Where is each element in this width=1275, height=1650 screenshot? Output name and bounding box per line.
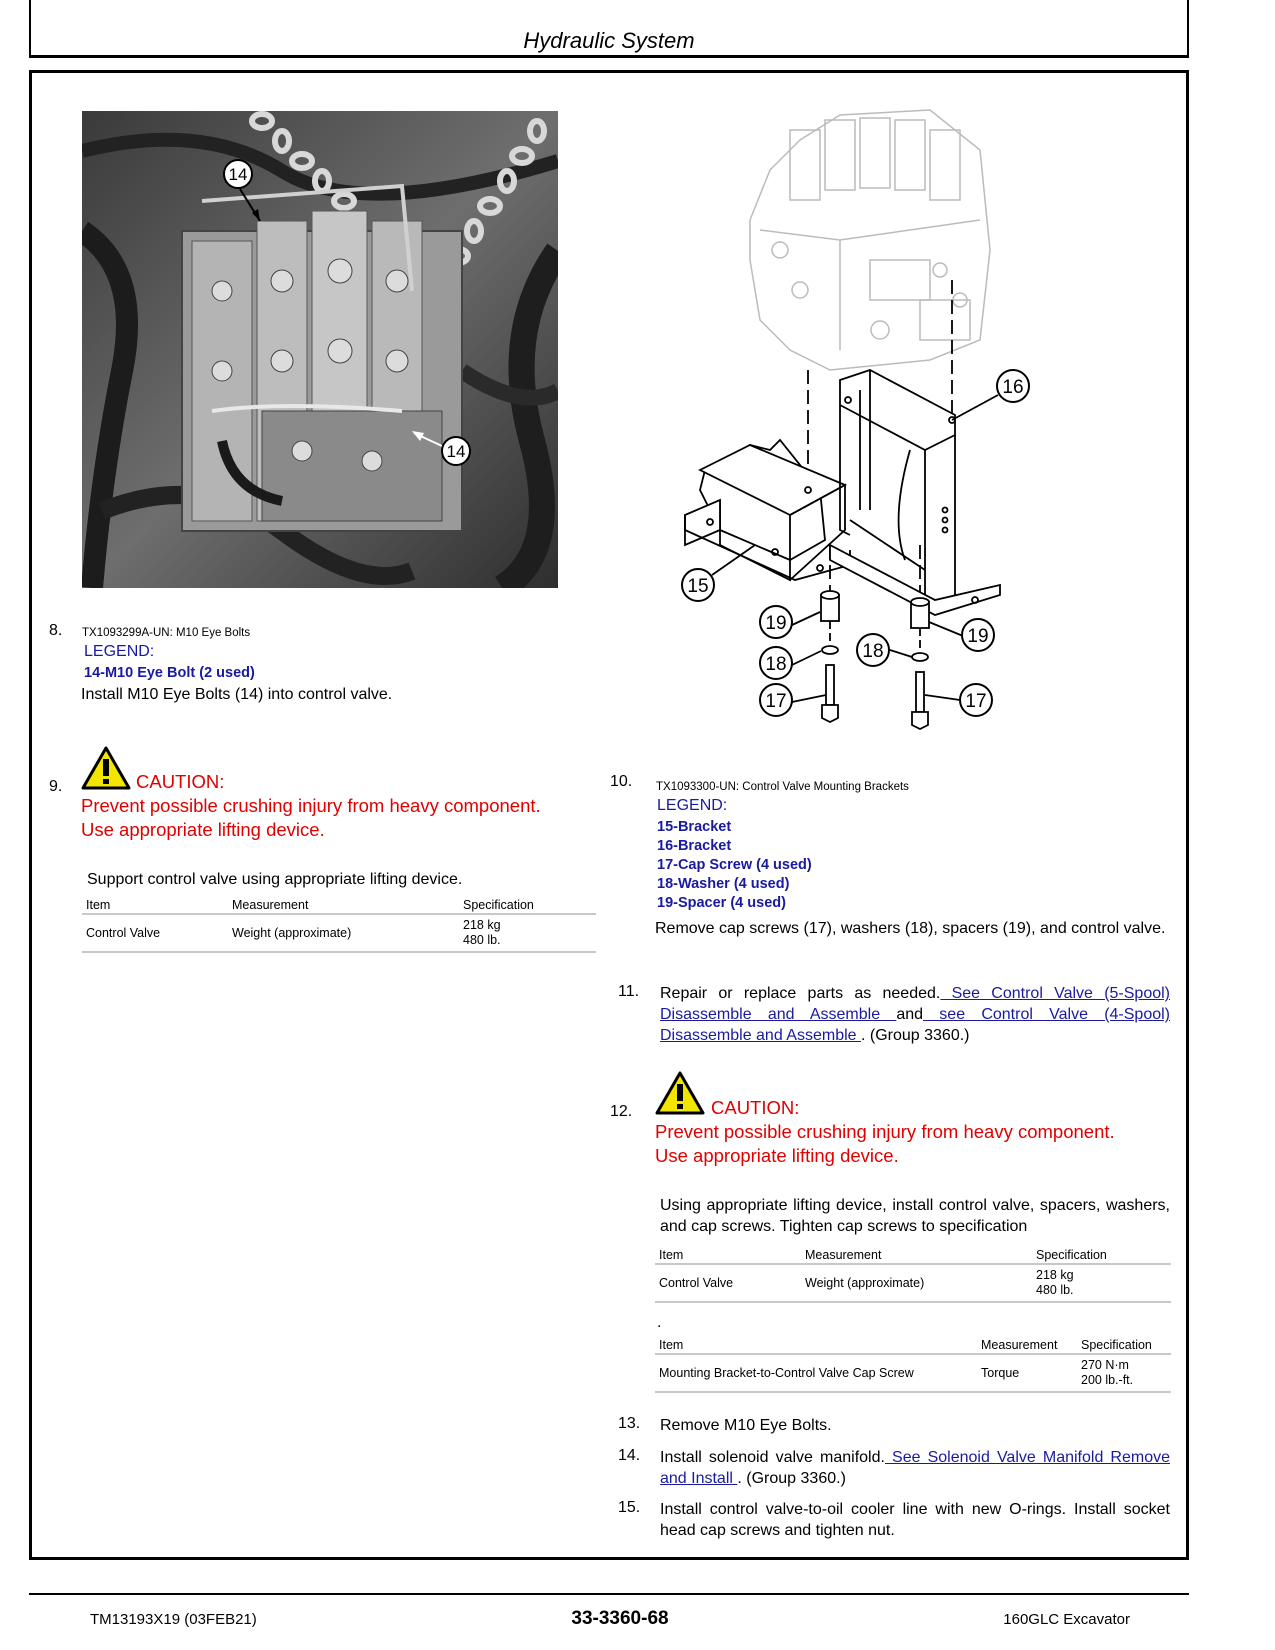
step-11-text-part2: and xyxy=(896,1006,924,1023)
table-header-specification: Specification xyxy=(459,896,596,914)
step-10-legend-item-1: 15-Bracket xyxy=(657,819,732,835)
footer-page-number: 33-3360-68 xyxy=(571,1608,669,1629)
step-12-number: 12. xyxy=(610,1103,633,1120)
table-header-specification: Specification xyxy=(1032,1246,1171,1264)
link-solenoid-valve-manifold[interactable]: See Solenoid Valve Manifold Remove and Install xyxy=(660,1449,1170,1487)
step-10-legend-item-2: 16-Bracket xyxy=(657,838,732,854)
callout-19-right-label: 19 xyxy=(967,626,989,647)
table-cell-specification xyxy=(459,914,596,952)
step-9-warning-icon xyxy=(80,745,132,791)
step-8-legend-item: 14-M10 Eye Bolt (2 used) xyxy=(84,665,255,681)
footer-rule xyxy=(29,1593,1189,1595)
callout-17-right-label: 17 xyxy=(965,691,987,712)
table-header-item: Item xyxy=(655,1336,977,1354)
step-15-number: 15. xyxy=(618,1499,641,1516)
table-cell-item: Control Valve xyxy=(655,1264,801,1302)
step-8-number: 8. xyxy=(49,622,63,639)
step-14-number: 14. xyxy=(618,1447,641,1464)
callout-18-right-label: 18 xyxy=(862,641,884,662)
callout-14-top-label: 14 xyxy=(228,165,248,184)
step-8-text: Install M10 Eye Bolts (14) into control valve. xyxy=(81,686,393,703)
step-8-caption: TX1093299A-UN: M10 Eye Bolts xyxy=(82,627,251,639)
eye-bolts-photo xyxy=(82,111,558,588)
table-row xyxy=(655,1264,1171,1302)
link-control-valve-4-spool[interactable]: see Control Valve (4-Spool) Disassemble and Assemble xyxy=(660,1006,1171,1044)
step-12-caution-line1: Prevent possible crushing injury from heavy component. xyxy=(655,1121,1115,1142)
table-header-item: Item xyxy=(655,1246,801,1264)
step-15-text: Install control valve-to-oil cooler line with new O-rings. Install socket head cap screws and tighten nut. xyxy=(660,1501,1170,1539)
table-row xyxy=(82,914,596,952)
mounting-brackets-drawing xyxy=(680,90,1080,750)
table-header-item: Item xyxy=(82,896,228,914)
step-9-spec-table xyxy=(82,896,596,953)
step-9-caution-line2: Use appropriate lifting device. xyxy=(81,819,325,840)
step-10-legend-item-5: 19-Spacer (4 used) xyxy=(657,895,786,911)
step-10-legend-item-4: 18-Washer (4 used) xyxy=(657,876,790,892)
step-9-number: 9. xyxy=(49,778,63,795)
table-cell-item: Mounting Bracket-to-Control Valve Cap Screw xyxy=(655,1354,977,1392)
footer-machine-model: 160GLC Excavator xyxy=(1003,1611,1130,1628)
spec-metric: 218 kg xyxy=(1036,1268,1074,1282)
step-11-text-part1: Repair or replace parts as needed. xyxy=(660,985,941,1002)
spec-metric: 270 N·m xyxy=(1081,1358,1129,1372)
spec-imperial: 200 lb.-ft. xyxy=(1081,1373,1134,1387)
step-12-caution-line2: Use appropriate lifting device. xyxy=(655,1145,899,1166)
spec-imperial: 480 lb. xyxy=(463,933,501,947)
step-12-text: Using appropriate lifting device, install control valve, spacers, washers, and cap screws. Tighten cap screws to specification xyxy=(660,1197,1170,1235)
callout-16-label: 16 xyxy=(1002,377,1024,398)
step-10-legend-item-3: 17-Cap Screw (4 used) xyxy=(657,857,812,873)
step-14-text-part1: Install solenoid valve manifold. xyxy=(660,1449,885,1466)
step-12-spec-table-torque xyxy=(655,1336,1171,1393)
step-11-text xyxy=(660,983,1170,1046)
table-cell-item: Control Valve xyxy=(82,914,228,952)
table-cell-specification xyxy=(1077,1354,1171,1392)
step-11-number: 11. xyxy=(618,983,640,1000)
table-header-measurement: Measurement xyxy=(977,1336,1077,1354)
mounting-brackets-diagram xyxy=(680,90,1080,750)
step-9-caution-label: CAUTION: xyxy=(136,771,225,792)
callout-14-bottom-label: 14 xyxy=(446,442,466,461)
eye-bolts-photo-drawing xyxy=(82,111,558,588)
step-12-spec-table-weight xyxy=(655,1246,1171,1303)
step-10-number: 10. xyxy=(610,773,633,790)
callout-17-left-label: 17 xyxy=(765,691,787,712)
callout-19-left-label: 19 xyxy=(765,613,787,634)
step-11-text-part3: . (Group 3360.) xyxy=(860,1027,970,1044)
step-8-legend-title: LEGEND: xyxy=(84,643,155,660)
table-header-specification: Specification xyxy=(1077,1336,1171,1354)
step-12-warning-icon xyxy=(654,1070,706,1116)
spec-metric: 218 kg xyxy=(463,918,501,932)
table-cell-measurement: Weight (approximate) xyxy=(801,1264,1032,1302)
step-9-caution-line1: Prevent possible crushing injury from heavy component. xyxy=(81,795,541,816)
step-12-caution-label: CAUTION: xyxy=(711,1097,800,1118)
step-10-text: Remove cap screws (17), washers (18), spacers (19), and control valve. xyxy=(655,920,1166,937)
footer-doc-id: TM13193X19 (03FEB21) xyxy=(90,1611,257,1628)
step-9-text: Support control valve using appropriate lifting device. xyxy=(87,871,463,888)
table-header-measurement: Measurement xyxy=(228,896,459,914)
table-cell-measurement: Torque xyxy=(977,1354,1077,1392)
callout-18-left-label: 18 xyxy=(765,654,787,675)
callout-15-label: 15 xyxy=(687,576,709,597)
table-cell-specification xyxy=(1032,1264,1171,1302)
step-10-legend-title: LEGEND: xyxy=(657,797,728,814)
table-row xyxy=(655,1354,1171,1392)
step-13-text: Remove M10 Eye Bolts. xyxy=(660,1417,832,1434)
page-title: Hydraulic System xyxy=(523,28,695,53)
step-13-number: 13. xyxy=(618,1415,641,1432)
step-14-text xyxy=(660,1447,1170,1489)
link-control-valve-5-spool[interactable]: See Control Valve (5-Spool) Disassemble and Assemble xyxy=(660,985,1170,1023)
step-10-caption: TX1093300-UN: Control Valve Mounting Brackets xyxy=(656,781,909,793)
table-cell-measurement: Weight (approximate) xyxy=(228,914,459,952)
step-14-text-part2: . (Group 3360.) xyxy=(737,1470,846,1487)
spec-imperial: 480 lb. xyxy=(1036,1283,1074,1297)
step-12-separator-dot: . xyxy=(657,1314,662,1331)
table-header-measurement: Measurement xyxy=(801,1246,1032,1264)
